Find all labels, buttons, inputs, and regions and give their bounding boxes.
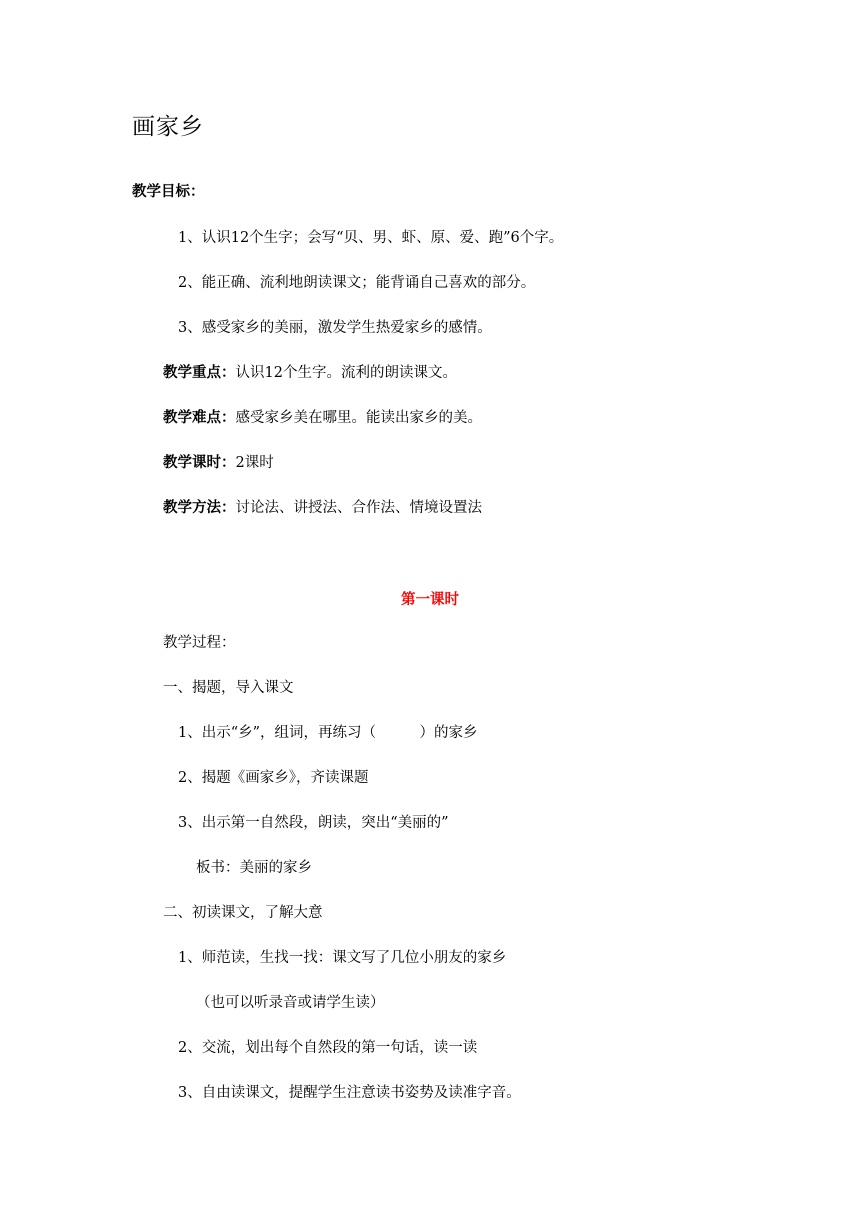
objective-3: 3、感受家乡的美丽，激发学生热爱家乡的感情。 [178,320,492,336]
board-note: 板书：美丽的家乡 [196,860,312,876]
part2-heading: 二、初读课文，了解大意 [163,905,323,921]
methods [163,498,482,518]
objective-2: 2、能正确、流利地朗读课文；能背诵自己喜欢的部分。 [178,275,536,291]
objective-1: 1、认识12个生字；会写“贝、男、虾、原、爱、跑”6个字。 [178,230,564,246]
methods-label: 教学方法： [163,500,236,516]
class-hours [163,453,274,473]
part2-item-2: 2、交流，划出每个自然段的第一句话，读一读 [178,1040,478,1056]
part2-item-3: 3、自由读课文，提醒学生注意读书姿势及读准字音。 [178,1085,521,1101]
key-points [163,363,457,383]
class-hours-text: 2课时 [235,455,274,471]
part1-heading: 一、揭题，导入课文 [163,680,294,696]
part2-note: （也可以听录音或请学生读） [196,995,385,1011]
difficulties [163,408,482,428]
key-points-label: 教学重点： [163,365,236,381]
part1-item-1: 1、出示“乡”，组词，再练习（ ）的家乡 [178,725,478,741]
part1-item-2: 2、揭题《画家乡》，齐读课题 [178,770,369,786]
key-points-text: 认识12个生字。流利的朗读课文。 [235,365,457,381]
part2-item-1: 1、师范读，生找一找：课文写了几位小朋友的家乡 [178,950,507,966]
document-title: 画家乡 [132,114,204,140]
difficulties-text: 感受家乡美在哪里。能读出家乡的美。 [235,410,482,426]
methods-text: 讨论法、讲授法、合作法、情境设置法 [235,500,482,516]
part1-item-3: 3、出示第一自然段，朗读，突出“美丽的” [178,815,449,831]
difficulties-label: 教学难点： [163,410,236,426]
process-heading: 教学过程： [163,635,236,651]
lesson-heading: 第一课时 [401,592,459,608]
objectives-heading: 教学目标： [132,184,205,200]
class-hours-label: 教学课时： [163,455,236,471]
